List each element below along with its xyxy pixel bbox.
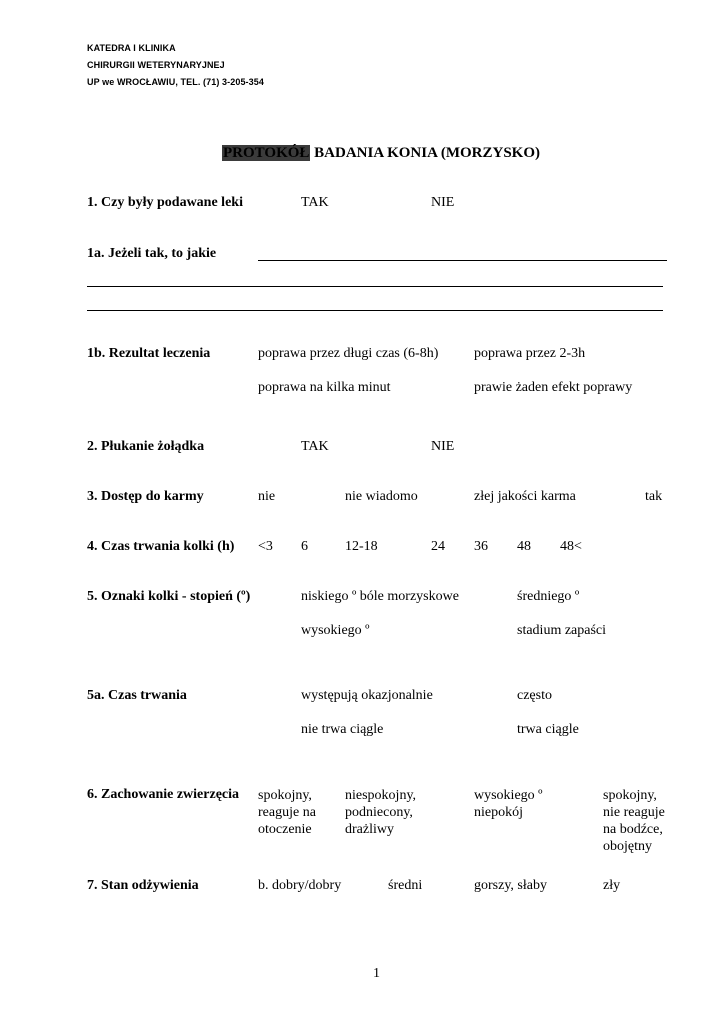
q5-option-2[interactable]: średniego º — [517, 589, 580, 604]
q4-option[interactable]: 12-18 — [345, 539, 378, 554]
q1b-option-3[interactable]: poprawa na kilka minut — [258, 380, 391, 395]
page-title — [222, 145, 540, 162]
q6-option-1[interactable]: spokojny, reaguje na otoczenie — [258, 788, 316, 837]
title-rest: BADANIA KONIA (MORZYSKO) — [310, 145, 541, 161]
q7-option-3[interactable]: gorszy, słaby — [474, 878, 547, 893]
q3-label: 3. Dostęp do karmy — [87, 489, 204, 504]
q7-label: 7. Stan odżywienia — [87, 878, 199, 893]
title-highlighted: PROTOKÓŁ — [223, 145, 310, 161]
q4-label: 4. Czas trwania kolki (h) — [87, 539, 235, 554]
q1a-answer-line-2[interactable] — [87, 286, 663, 287]
q6-option-3[interactable]: wysokiego º niepokój — [474, 788, 543, 820]
q3-option-2[interactable]: nie wiadomo — [345, 489, 418, 504]
q5a-label: 5a. Czas trwania — [87, 688, 187, 703]
q4-option[interactable]: 48< — [560, 539, 582, 554]
q6-label: 6. Zachowanie zwierzęcia — [87, 787, 240, 802]
q2-label: 2. Płukanie żołądka — [87, 439, 205, 454]
q1a-answer-line-1[interactable] — [258, 260, 667, 261]
q5-option-3[interactable]: wysokiego º — [301, 623, 370, 638]
q1b-label: 1b. Rezultat leczenia — [87, 346, 211, 361]
q1b-option-1[interactable]: poprawa przez długi czas (6-8h) — [258, 346, 439, 361]
q3-option-3[interactable]: złej jakości karma — [474, 489, 576, 504]
q3-option-1[interactable]: nie — [258, 489, 276, 504]
q7-option-1[interactable]: b. dobry/dobry — [258, 878, 342, 893]
q7-option-4[interactable]: zły — [603, 878, 621, 893]
q4-option[interactable]: <3 — [258, 539, 273, 554]
q5a-option-2[interactable]: często — [517, 688, 552, 703]
q5a-option-1[interactable]: występują okazjonalnie — [301, 688, 433, 703]
q2-option-yes[interactable]: TAK — [301, 439, 329, 454]
q4-option[interactable]: 24 — [431, 539, 445, 554]
q1a-answer-line-3[interactable] — [87, 310, 663, 311]
q7-option-2[interactable]: średni — [388, 878, 423, 893]
q6-option-2[interactable]: niespokojny, podniecony, drażliwy — [345, 788, 417, 837]
q5a-option-3[interactable]: nie trwa ciągle — [301, 722, 384, 737]
q1-option-yes[interactable]: TAK — [301, 195, 329, 210]
q2-option-no[interactable]: NIE — [431, 439, 455, 454]
q4-option[interactable]: 36 — [474, 539, 488, 554]
q5a-option-4[interactable]: trwa ciągle — [517, 722, 579, 737]
q3-option-4[interactable]: tak — [645, 489, 663, 504]
q5-option-4[interactable]: stadium zapaści — [517, 623, 607, 638]
q1b-option-4[interactable]: prawie żaden efekt poprawy — [474, 380, 633, 395]
q5-label: 5. Oznaki kolki - stopień (º) — [87, 589, 251, 604]
header-line-2: CHIRURGII WETERYNARYJNEJ — [87, 60, 225, 70]
page-number: 1 — [373, 966, 380, 981]
q1a-label: 1a. Jeżeli tak, to jakie — [87, 246, 217, 261]
q1-label: 1. Czy były podawane leki — [87, 195, 243, 210]
q5-option-1[interactable]: niskiego º bóle morzyskowe — [301, 589, 459, 604]
q1b-option-2[interactable]: poprawa przez 2-3h — [474, 346, 586, 361]
header-line-1: KATEDRA I KLINIKA — [87, 43, 176, 53]
q6-option-4[interactable]: spokojny, nie reaguje na bodźce, obojętny — [603, 788, 665, 854]
q4-option[interactable]: 48 — [517, 539, 531, 554]
q1-option-no[interactable]: NIE — [431, 195, 455, 210]
q4-option[interactable]: 6 — [301, 539, 308, 554]
header-line-3: UP we WROCŁAWIU, TEL. (71) 3-205-354 — [87, 77, 264, 87]
